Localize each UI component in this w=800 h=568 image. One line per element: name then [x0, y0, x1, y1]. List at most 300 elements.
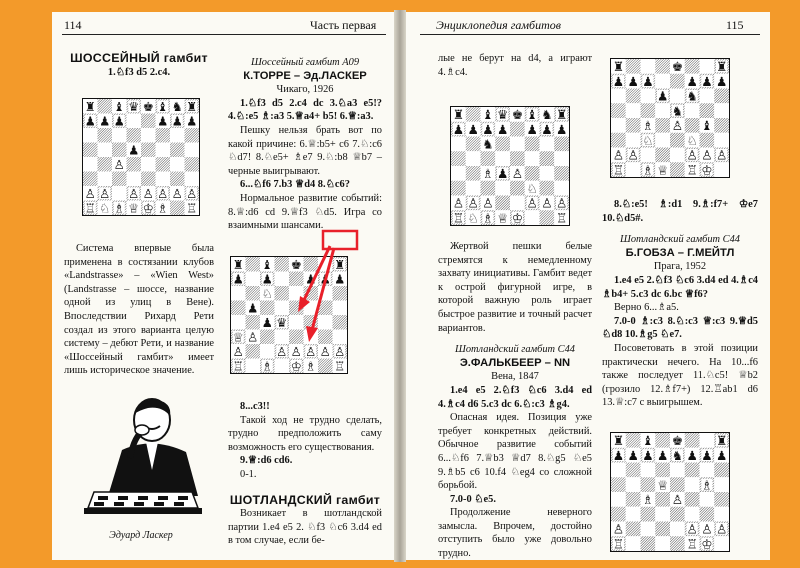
light-square [611, 463, 626, 478]
dark-square [275, 286, 290, 301]
chess-piece-icon [716, 59, 727, 74]
chess-piece-icon [613, 536, 624, 551]
chess-piece-icon [334, 344, 345, 359]
chessboard-grid [451, 107, 569, 225]
chess-piece-icon [672, 492, 683, 507]
light-square [112, 186, 127, 201]
light-square [641, 463, 656, 478]
light-square [714, 536, 729, 551]
left-column-1 [64, 52, 214, 83]
dark-square [318, 330, 333, 345]
moves: 7.0-0 ♘e5. [450, 493, 496, 505]
chess-piece-icon [276, 344, 287, 359]
dark-square [304, 257, 319, 272]
chess-piece-icon [128, 186, 139, 201]
chess-piece-icon [482, 137, 493, 152]
dark-square [655, 492, 670, 507]
dark-square [246, 286, 261, 301]
chess-piece-icon [642, 133, 653, 148]
chess-piece-icon [291, 344, 302, 359]
chess-piece-icon [128, 142, 139, 157]
dark-square [670, 507, 685, 522]
chess-piece-icon [701, 118, 712, 133]
dark-square [510, 151, 525, 166]
chess-piece-icon [453, 122, 464, 137]
chess-piece-icon [320, 271, 331, 286]
light-square [714, 477, 729, 492]
chess-piece-icon [512, 166, 523, 181]
light-square [714, 103, 729, 118]
chess-piece-icon [716, 74, 727, 89]
chess-piece-icon [701, 148, 712, 163]
light-square [525, 210, 540, 225]
chess-piece-icon [453, 210, 464, 225]
chess-piece-icon [157, 186, 168, 201]
chess-piece-icon [701, 522, 712, 537]
light-square [127, 114, 142, 129]
chess-piece-icon [686, 162, 697, 177]
dark-square [466, 137, 481, 152]
dark-square [611, 477, 626, 492]
chess-piece-icon [672, 59, 683, 74]
light-square [289, 315, 304, 330]
chess-piece-icon [247, 300, 258, 315]
chess-piece-icon [99, 113, 110, 128]
light-square [170, 128, 185, 143]
dark-square [685, 59, 700, 74]
light-square [318, 315, 333, 330]
dark-square [275, 257, 290, 272]
dark-square [98, 99, 113, 114]
light-square [98, 143, 113, 158]
light-square [685, 507, 700, 522]
light-square [700, 433, 715, 448]
light-square [641, 148, 656, 163]
light-square [626, 133, 641, 148]
light-square [510, 196, 525, 211]
light-square [304, 301, 319, 316]
light-square [611, 89, 626, 104]
light-square [318, 257, 333, 272]
chess-piece-icon [701, 477, 712, 492]
light-square [185, 143, 200, 158]
dark-square [83, 172, 98, 187]
dark-square [655, 118, 670, 133]
dark-square [451, 151, 466, 166]
right-column-2 [602, 198, 758, 410]
dark-square [700, 133, 715, 148]
chess-piece-icon [642, 492, 653, 507]
dark-square [554, 166, 569, 181]
players: Э.ФАЛЬКБЕЕР – NN [459, 356, 571, 369]
dark-square [289, 301, 304, 316]
chess-piece-icon [613, 148, 624, 163]
dark-square [626, 89, 641, 104]
left-running-head: Часть первая [310, 18, 377, 32]
chess-piece-icon [276, 315, 287, 330]
dark-square [685, 118, 700, 133]
right-column-1-text [438, 240, 592, 560]
light-square [700, 463, 715, 478]
chess-piece-icon [526, 122, 537, 137]
dark-square [289, 272, 304, 287]
light-square [185, 172, 200, 187]
moves: 1.e4 e5 2.♘f3 ♘c6 3.d4 ed 4.♗c4 ♗b4+ 5.c3 dc 6.bc ♕f6? [602, 274, 758, 300]
left-page [52, 12, 394, 560]
chess-piece-icon [453, 107, 464, 122]
emanuel-lasker-portrait-icon [74, 396, 212, 524]
light-square [714, 507, 729, 522]
chess-piece-icon [99, 186, 110, 201]
chessboard-grid [611, 433, 729, 551]
place: Прага, 1952 [653, 261, 707, 273]
dark-square [231, 301, 246, 316]
chess-diagram [610, 432, 730, 552]
chess-piece-icon [613, 162, 624, 177]
dark-square [466, 107, 481, 122]
place: Вена, 1847 [491, 371, 539, 383]
dark-square [185, 157, 200, 172]
chessboard-grid [231, 257, 347, 373]
chess-piece-icon [114, 200, 125, 215]
chess-piece-icon [291, 257, 302, 272]
chess-piece-icon [85, 186, 96, 201]
players: Б.ГОБЗА – Г.МЕЙТЛ [625, 246, 735, 259]
chess-diagram [82, 98, 200, 216]
result: 0-1. [240, 468, 257, 480]
light-square [670, 463, 685, 478]
dark-square [156, 157, 171, 172]
dark-square [112, 143, 127, 158]
chess-piece-icon [482, 196, 493, 211]
book-spine [394, 10, 406, 562]
game-heading: Шотландский гамбит С44 [620, 234, 740, 246]
light-square [510, 137, 525, 152]
chess-piece-icon [482, 166, 493, 181]
chess-piece-icon [291, 358, 302, 373]
light-square [318, 286, 333, 301]
players: К.ТОРРЕ – Эд.ЛАСКЕР [243, 69, 367, 82]
chess-piece-icon [467, 210, 478, 225]
chess-piece-icon [85, 99, 96, 114]
chess-diagram [230, 256, 348, 374]
moves: 6...♘f6 7.b3 ♕d4 8.♘c6? [240, 179, 350, 191]
light-square [655, 507, 670, 522]
light-square [626, 103, 641, 118]
dark-square [611, 103, 626, 118]
dark-square [525, 137, 540, 152]
light-square [451, 137, 466, 152]
chess-piece-icon [716, 448, 727, 463]
chess-piece-icon [627, 448, 638, 463]
paragraph: Нормальное развитие событий: 8.♕:d6 cd 9.♕f3 ♘d5. Игра со взаимными шансами. [228, 192, 382, 232]
dark-square [655, 463, 670, 478]
chess-piece-icon [482, 107, 493, 122]
light-square [127, 172, 142, 187]
chess-piece-icon [686, 74, 697, 89]
light-square [714, 133, 729, 148]
chess-piece-icon [262, 315, 273, 330]
game-heading: Шоссейный гамбит А09 [250, 57, 360, 68]
dark-square [83, 143, 98, 158]
dark-square [670, 477, 685, 492]
light-square [700, 59, 715, 74]
chess-piece-icon [642, 448, 653, 463]
chess-piece-icon [686, 133, 697, 148]
dark-square [626, 433, 641, 448]
paragraph: лые не берут на d4, а играют 4.♗c4. [438, 53, 592, 78]
light-square [700, 492, 715, 507]
dark-square [685, 463, 700, 478]
light-square [554, 181, 569, 196]
dark-square [641, 103, 656, 118]
light-square [626, 162, 641, 177]
chess-piece-icon [642, 118, 653, 133]
chess-piece-icon [262, 286, 273, 301]
right-running-head: Энциклопедия гамбитов [436, 18, 561, 32]
dark-square [540, 151, 555, 166]
light-square [626, 507, 641, 522]
dark-square [626, 522, 641, 537]
chess-piece-icon [453, 196, 464, 211]
chess-piece-icon [334, 358, 345, 373]
dark-square [246, 344, 261, 359]
light-square [655, 133, 670, 148]
chess-piece-icon [613, 433, 624, 448]
light-square [714, 162, 729, 177]
header-rule [62, 34, 386, 35]
light-square [611, 492, 626, 507]
chess-piece-icon [556, 122, 567, 137]
light-square [231, 286, 246, 301]
place: Чикаго, 1926 [276, 84, 334, 96]
light-square [685, 103, 700, 118]
chess-piece-icon [686, 448, 697, 463]
dark-square [655, 148, 670, 163]
chess-piece-icon [672, 448, 683, 463]
chess-piece-icon [556, 107, 567, 122]
dark-square [170, 143, 185, 158]
dark-square [451, 181, 466, 196]
chess-piece-icon [186, 186, 197, 201]
chess-piece-icon [114, 113, 125, 128]
dark-square [98, 157, 113, 172]
light-square [141, 128, 156, 143]
chess-piece-icon [716, 522, 727, 537]
chess-piece-icon [613, 448, 624, 463]
chess-piece-icon [128, 99, 139, 114]
chess-piece-icon [85, 200, 96, 215]
dark-square [495, 196, 510, 211]
moves: 8...c3!! [240, 401, 270, 412]
dark-square [670, 133, 685, 148]
chess-piece-icon [233, 344, 244, 359]
chess-piece-icon [497, 166, 508, 181]
chessboard-grid [83, 99, 199, 215]
chess-piece-icon [247, 329, 258, 344]
chess-piece-icon [143, 186, 154, 201]
chess-piece-icon [482, 210, 493, 225]
dark-square [318, 359, 333, 374]
chess-piece-icon [672, 118, 683, 133]
chess-piece-icon [672, 433, 683, 448]
light-square [275, 301, 290, 316]
light-square [275, 330, 290, 345]
light-square [495, 151, 510, 166]
chess-piece-icon [701, 448, 712, 463]
moves: 9.♕:d6 cd6. [240, 455, 293, 467]
dark-square [127, 128, 142, 143]
dark-square [540, 181, 555, 196]
section-title: ШОССЕЙНЫЙ гамбит [70, 51, 208, 65]
chess-piece-icon [334, 257, 345, 272]
light-square [626, 477, 641, 492]
chess-piece-icon [526, 181, 537, 196]
moves: 7.0-0 ♗:c3 8.♘:c3 ♕:c3 9.♕d5 ♘d8 10.♗g5 ♘e7. [602, 315, 758, 341]
moves: 1.e4 e5 2.♘f3 ♘c6 3.d4 ed 4.♗c4 d6 5.c3 dc 6.♘:c3 ♗g4. [438, 384, 592, 410]
chess-piece-icon [233, 257, 244, 272]
chess-piece-icon [613, 522, 624, 537]
chess-diagram [450, 106, 570, 226]
chess-piece-icon [157, 113, 168, 128]
chess-piece-icon [262, 271, 273, 286]
paragraph: Посоветовать в этой позиции практически нечего. На 10...f6 также последует 11.♘c5! ♕b2 (грозило 12.♗f7+) 12.♖ab1 d6 13.♕:c7 с выигрышем. [602, 342, 758, 409]
chess-piece-icon [305, 271, 316, 286]
chess-piece-icon [467, 122, 478, 137]
chess-piece-icon [233, 271, 244, 286]
dark-square [141, 143, 156, 158]
chess-piece-icon [541, 196, 552, 211]
chess-piece-icon [716, 148, 727, 163]
right-column-1 [438, 52, 592, 79]
dark-square [481, 181, 496, 196]
chess-piece-icon [642, 74, 653, 89]
chess-piece-icon [186, 113, 197, 128]
game-heading: Шотландский гамбит С44 [455, 344, 575, 356]
light-square [670, 522, 685, 537]
chess-piece-icon [541, 107, 552, 122]
dark-square [333, 315, 348, 330]
chess-piece-icon [672, 103, 683, 118]
chess-piece-icon [114, 157, 125, 172]
dark-square [700, 507, 715, 522]
dark-square [127, 157, 142, 172]
chess-piece-icon [233, 329, 244, 344]
dark-square [670, 162, 685, 177]
chess-piece-icon [320, 344, 331, 359]
dark-square [466, 166, 481, 181]
dark-square [714, 118, 729, 133]
light-square [626, 536, 641, 551]
dark-square [260, 330, 275, 345]
left-column-2-lower [228, 400, 382, 548]
chess-piece-icon [657, 477, 668, 492]
header-rule [420, 34, 760, 35]
dark-square [495, 137, 510, 152]
chess-piece-icon [172, 186, 183, 201]
dark-square [246, 257, 261, 272]
dark-square [700, 103, 715, 118]
chess-piece-icon [143, 99, 154, 114]
dark-square [141, 172, 156, 187]
paragraph: Такой ход не трудно сделать, трудно предположить саму возможность его существования. [228, 414, 382, 453]
light-square [554, 151, 569, 166]
chessboard-grid [611, 59, 729, 177]
dark-square [156, 128, 171, 143]
dark-square [611, 507, 626, 522]
light-square [670, 148, 685, 163]
dark-square [626, 463, 641, 478]
light-square [141, 157, 156, 172]
chess-piece-icon [262, 358, 273, 373]
light-square [83, 157, 98, 172]
chess-piece-icon [157, 99, 168, 114]
right-page [406, 12, 770, 560]
chess-piece-icon [186, 200, 197, 215]
dark-square [170, 172, 185, 187]
left-page-number: 114 [64, 18, 82, 32]
light-square [525, 151, 540, 166]
portrait-caption: Эдуард Ласкер [109, 530, 173, 541]
dark-square [626, 59, 641, 74]
paragraph: Верно 6...♗a5. [614, 302, 679, 314]
light-square [641, 522, 656, 537]
chess-piece-icon [657, 162, 668, 177]
chess-piece-icon [686, 522, 697, 537]
dark-square [141, 114, 156, 129]
chess-piece-icon [233, 358, 244, 373]
paragraph: Жертвой пешки белые стремятся к немедленному захвату инициативы. Гамбит ведет к острой фигурной игре, в которой важную роль играет быстрое развитие и точный расчет вариантов. [438, 241, 592, 334]
dark-square [641, 477, 656, 492]
dark-square [611, 133, 626, 148]
dark-square [510, 181, 525, 196]
chess-piece-icon [556, 196, 567, 211]
left-column-1-text [64, 242, 214, 378]
chess-piece-icon [613, 59, 624, 74]
opening-moves: 1.♘f3 d5 2.c4. [107, 66, 171, 78]
chess-piece-icon [642, 433, 653, 448]
chess-piece-icon [512, 210, 523, 225]
chess-piece-icon [657, 448, 668, 463]
dark-square [260, 301, 275, 316]
paragraph: Опасная идея. Позиция уже требует конкретных действий. Обычное развитие событий 6...♘f6 7.♕b3 ♕d7 8.♘g5 ♘e5 9.♗b5 c6 10.f4 ♘eg4 со сложной борьбой. [438, 412, 592, 492]
light-square [685, 477, 700, 492]
moves: 8.♘:e5! ♗:d1 9.♗:f7+ ♔e7 10.♘d5#. [602, 199, 758, 224]
chess-piece-icon [482, 122, 493, 137]
chess-piece-icon [526, 107, 537, 122]
light-square [98, 172, 113, 187]
light-square [655, 536, 670, 551]
dark-square [626, 492, 641, 507]
dark-square [246, 315, 261, 330]
chess-piece-icon [186, 99, 197, 114]
light-square [333, 330, 348, 345]
dark-square [670, 74, 685, 89]
dark-square [98, 128, 113, 143]
dark-square [540, 210, 555, 225]
light-square [275, 272, 290, 287]
chess-piece-icon [497, 210, 508, 225]
chess-piece-icon [627, 74, 638, 89]
dark-square [641, 536, 656, 551]
light-square [83, 128, 98, 143]
light-square [275, 359, 290, 374]
dark-square [510, 122, 525, 137]
light-square [112, 128, 127, 143]
chess-piece-icon [716, 433, 727, 448]
chess-piece-icon [701, 536, 712, 551]
light-square [156, 143, 171, 158]
